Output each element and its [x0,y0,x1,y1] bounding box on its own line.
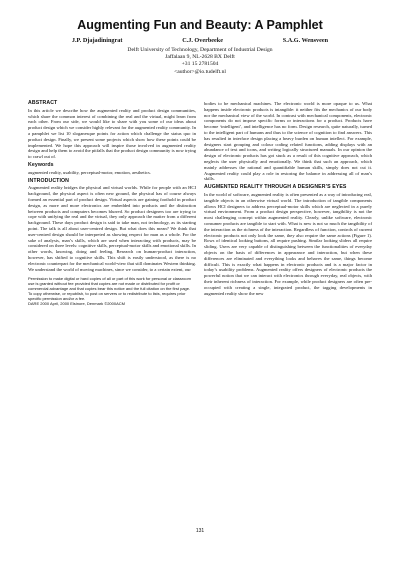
affiliation-email: <author>@io.tudelft.nl [174,68,226,75]
paper-page [28,18,372,558]
body-paragraph: bodies to be mechanical machines. The electronic world is more opaque to us. What happens inside electronic products is intangible: it neither fits the mechanics of our body nor the mechanical view of the world. In contrast with mechanical components, electronic components do not impose specific forms or interactions for a product. Products have become ‘intelligent’, and intelligence has no form. Design research, quite naturally, turned to the intelligent part of humans and thus to the science of cognition to find answers. This has resulted in interface design placing a heavy burden on human intellect. For example, designers start grouping and colour coding related functions, adding displays with an abundance of text and icons, and writing logically structured manuals. In our opinion the design of electronic products has got stuck as a result of this cognitive approach, which neglects the user physically and emotionally. We think that such an approach, which mainly addresses the rational and quantifiable human skills, simply does not cut it. Augmented reality could play a role in restoring the balance in addressing all of man’s skills. [204,101,372,182]
introduction-heading: INTRODUCTION [28,177,69,184]
permission-text: To copy otherwise, or republish, to post on servers or to redistribute to lists, requires prior specific permission and/or a fee. [28,291,186,302]
affiliation-phone: +31 15 2781504 [181,61,219,68]
keywords-text: augmented reality, usability, perceptual-motor, emotion, aesthetics. [28,169,151,175]
page-number: 131 [195,528,205,534]
section-heading: AUGMENTED REALITY THROUGH A DESIGNER’S EYES [204,184,347,191]
affiliation-department: Delft University of Technology, Department of Industrial Design [127,47,273,53]
author-name: J.P. Djajadiningrat [71,37,123,44]
author-name: C.J. Overbeeke [182,37,223,44]
author-list [28,37,372,44]
keywords-heading: Keywords [28,161,54,168]
introduction-text: Augmented reality bridges the physical and virtual worlds. While for people with an HCI background, the physical aspect is often new ground, the physical has of course always formed an essential part of product design. Virtual aspects are gaining foothold in product design, as more and more electronics are embedded into products and the distinction between products and computers becomes blurred. So product designers too are trying to cope with unifying the real and the virtual, they only approach the matter from a different background. These days product design is said to take man, not technology, as its starting point. The talk is all about user-centred design. But what does this mean? We think that user-centred design should be interpreted as showing respect for man as a whole. For the sake of analysis, man’s skills, which are used when interacting with products, may be considered on three levels: cognitive skills, perceptual-motor skills and emotional skills. In other words, knowing, doing and feeling. Research on human-product interaction, however, has shifted to cognitive skills. This shift is easily understood, as there is no electronic counterpart for the mechanical world-view that still dominates Western thinking. We understand the world of moving machines, since we consider, to a certain extent, our [28,185,196,272]
paper-title: Augmenting Fun and Beauty: A Pamphlet [77,18,323,32]
left-column [28,101,196,306]
affiliation-address: Jaffalaan 9, NL-2628 BX Delft [165,54,235,61]
conference-line: DARE 2000 April, 2000 Elsinore, Denmark ©2000ACM [28,301,125,307]
permission-notice [28,276,196,306]
right-column [204,101,372,306]
body-columns [28,101,372,306]
abstract-heading: ABSTRACT [28,100,58,106]
body-paragraph: In the world of software, augmented reality is often presented as a way of introducing real, tangible objects in an otherwise virtual world. The introduction of tangible components allows HCI designers to address perceptual-motor skills which are neglected in a purely virtual environment. From a product design perspective, however, tangibility is not the most challenging concept within augmented reality. Clearly, unlike software, electronic consumer products are tangible to start with. What is new is not so much the tangibility of the interaction as the richness of the interaction. Regardless of function, controls of current electronic products not only look the same, they also require the same actions (Figure 1). Rows of identical looking buttons, all require pushing. Similar looking sliders all require sliding. Users are very capable of distinguishing between the functionalities of everyday objects on the basis of differences in appearance and interaction, but when these differences are eliminated and everything looks and behaves the same, things become difficult. This is exactly what happens in electronic products and is a major factor in today’s usability problems. Augmented reality offers designers of electronic products the powerful notion that we can interact with electronics through everyday, real objects, with their inherent richness of interaction. For example, while product designers are often pre-occupied with creating a single, integrated product, the tagging developments in augmented reality show the new [204,191,372,296]
permission-text: Permission to make digital or hard copies of all or part of this work for personal or classroom use is granted without fee provided that copies are not made or distributed for profit or commercial advantage and that copies bear this notice and the full citation on the first page. [28,276,191,292]
affiliation [28,47,372,76]
author-name: S.A.G. Wensveen [282,37,329,44]
abstract-text: In this article we describe how the augmented reality and product design communities, which share the common interest of combining the real and the virtual, might learn from each other. From our side, we would like to share with you some of our ideas about product design which we consider highly relevant for the augmented reality community. In a pamphlet we list 10 sloganesque points for action which challenge the status quo in product design. Finally, we present some projects which show how these points could be implemented. We hope this approach will inspire those involved in augmented reality design and help them to avoid the pitfalls that the product design community is now trying to crawl out of. [28,107,196,160]
